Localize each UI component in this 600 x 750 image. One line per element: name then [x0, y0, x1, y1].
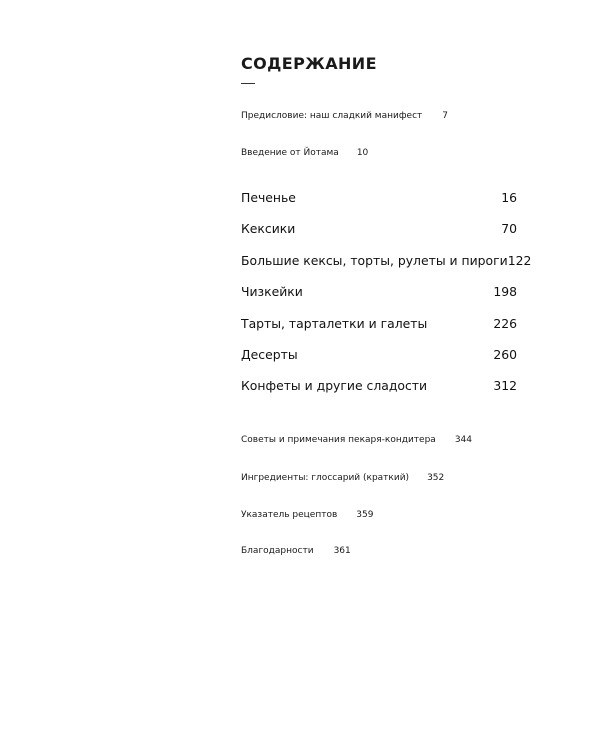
toc-entry-front-2[interactable]: [241, 148, 368, 158]
toc-chapter-page: 16: [501, 190, 517, 205]
toc-chapter-2[interactable]: [241, 221, 517, 236]
toc-chapter-3[interactable]: [241, 253, 532, 268]
page-title: СОДЕРЖАНИЕ: [241, 54, 377, 73]
toc-chapter-page: 226: [493, 316, 517, 331]
toc-entry-label: Указатель рецептов: [241, 510, 338, 520]
toc-chapter-4[interactable]: [241, 284, 517, 299]
toc-chapter-label: Кексики: [241, 221, 296, 236]
toc-entry-page: 10: [356, 148, 369, 158]
toc-entry-page: 344: [454, 435, 473, 445]
toc-chapter-label: Конфеты и другие сладости: [241, 378, 428, 393]
toc-entry-label: Введение от Йотама: [241, 148, 339, 158]
toc-entry-back-2[interactable]: [241, 473, 444, 483]
toc-chapter-6[interactable]: [241, 347, 517, 362]
toc-chapter-label: Чизкейки: [241, 284, 303, 299]
toc-chapter-label: Десерты: [241, 347, 298, 362]
title-underline: [241, 83, 255, 84]
toc-chapter-5[interactable]: [241, 316, 517, 331]
toc-chapter-page: 260: [493, 347, 517, 362]
toc-chapter-page: 70: [501, 221, 517, 236]
toc-entry-back-3[interactable]: [241, 510, 373, 520]
toc-entry-label: Предисловие: наш сладкий манифест: [241, 111, 423, 121]
toc-entry-page: 7: [442, 111, 449, 121]
toc-entry-page: 359: [356, 510, 374, 520]
toc-entry-page: 361: [333, 546, 351, 556]
toc-chapter-label: Тарты, тарталетки и галеты: [241, 316, 428, 331]
toc-chapter-page: 312: [493, 378, 517, 393]
toc-entry-back-1[interactable]: [241, 435, 472, 445]
toc-entry-front-1[interactable]: [241, 111, 448, 121]
toc-chapter-page: 198: [493, 284, 517, 299]
toc-entry-label: Советы и примечания пекаря-кондитера: [241, 435, 436, 445]
toc-chapter-1[interactable]: [241, 190, 517, 205]
toc-entry-label: Ингредиенты: глоссарий (краткий): [241, 473, 410, 483]
toc-chapter-label: Большие кексы, торты, рулеты и пироги: [241, 253, 508, 268]
toc-entry-label: Благодарности: [241, 546, 314, 556]
toc-chapter-label: Печенье: [241, 190, 296, 205]
toc-chapter-page: 122: [507, 253, 532, 268]
toc-entry-back-4[interactable]: [241, 546, 351, 556]
toc-entry-page: 352: [427, 473, 445, 483]
toc-chapter-7[interactable]: [241, 378, 517, 393]
